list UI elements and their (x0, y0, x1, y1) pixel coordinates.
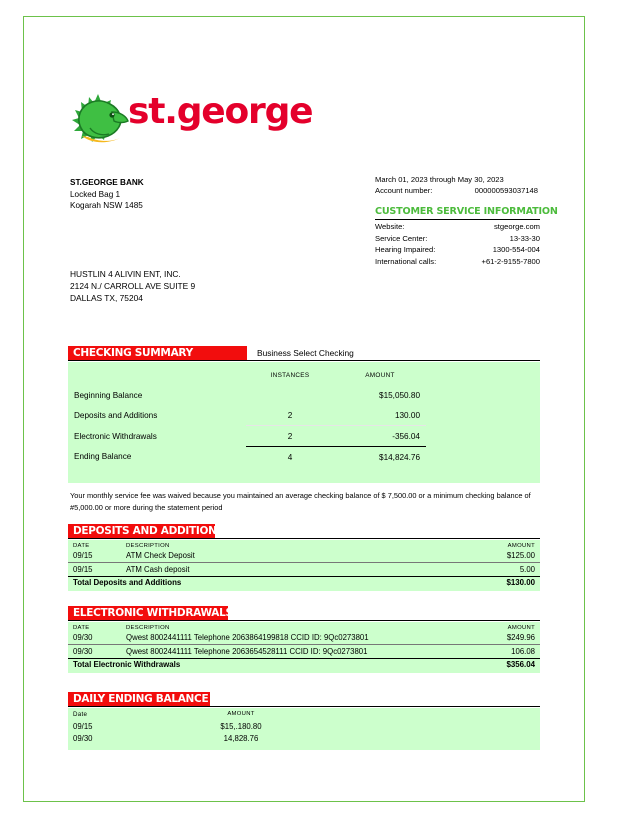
csi-value: +61-2-9155-7800 (481, 256, 540, 266)
deposits-total-row (68, 576, 540, 591)
deposits-row-date: 09/15 (68, 550, 121, 563)
withdrawals-row-date: 09/30 (73, 646, 93, 656)
table-row (68, 385, 540, 405)
account-type-label: Business Select Checking (257, 348, 354, 358)
bank-address-line-2: Locked Bag 1 (70, 189, 121, 199)
cs-row-label: Deposits and Additions (74, 410, 158, 420)
csi-label: Service Center: (375, 233, 428, 243)
table-row (68, 720, 540, 733)
daily-balance-section (68, 692, 540, 750)
checking-summary-table (68, 362, 540, 467)
cs-pad-header (426, 362, 540, 385)
statement-period: March 01, 2023 through May 30, 2023 (375, 175, 504, 184)
table-row (68, 405, 540, 426)
service-fee-note: Your monthly service fee was waived because you maintained an average checking balance of $ 7,500.00 or a minimum checking balance of #5,000.00 or more during the statement period (70, 491, 531, 512)
deposits-total-label: Total Deposits and Additions (68, 576, 465, 591)
deposits-body (68, 540, 540, 591)
checking-summary-body (68, 362, 540, 483)
deposits-title: DEPOSITS AND ADDITIONS (68, 524, 215, 538)
account-number-label: Account number: (375, 186, 433, 195)
checking-summary-title: CHECKING SUMMARY (68, 346, 247, 360)
csi-value: 1300-554-004 (492, 245, 540, 255)
statement-meta (375, 174, 540, 196)
checking-summary-section (68, 346, 540, 483)
daily-balance-table (68, 708, 540, 745)
csi-value: stgeorge.com (493, 222, 540, 232)
deposits-header (68, 524, 540, 538)
cs-row-amount: $14,824.76 (379, 452, 420, 462)
cs-row-pad (426, 385, 540, 405)
cs-row-label: Ending Balance (74, 452, 132, 462)
withdrawals-body (68, 622, 540, 673)
table-row (68, 447, 540, 468)
withdrawals-total-label: Total Electronic Withdrawals (68, 658, 465, 673)
withdrawals-date-header: DATE (73, 625, 90, 631)
customer-address-line-3: DALLAS TX, 75204 (70, 293, 143, 304)
cs-row-amount: -356.04 (334, 426, 426, 447)
deposits-row-amount: 5.00 (519, 564, 535, 574)
daily-balance-amount-header: AMOUNT (227, 711, 255, 717)
table-row (68, 733, 540, 746)
csi-label: Hearing Impaired: (375, 245, 436, 255)
customer-service-title: CUSTOMER SERVICE INFORMATION (375, 206, 558, 217)
cs-row-label: Beginning Balance (74, 390, 143, 400)
withdrawals-header (68, 606, 540, 620)
deposits-section (68, 524, 540, 591)
withdrawals-table (68, 622, 540, 673)
cs-row-instances: 2 (246, 426, 334, 447)
cs-row-pad (426, 447, 540, 468)
daily-balance-body (68, 708, 540, 750)
cs-row-instances: 2 (246, 405, 334, 426)
cs-row-label: Electronic Withdrawals (74, 431, 157, 441)
cs-row-amount: 130.00 (334, 405, 426, 426)
withdrawals-underline (68, 620, 540, 621)
daily-balance-row-pad (361, 720, 540, 733)
deposits-row-date: 09/15 (73, 564, 93, 574)
withdrawals-row-description: Qwest 8002441111 Telephone 2063864199818 CCID ID: 9Qc0273801 (121, 632, 465, 645)
table-row (375, 245, 540, 256)
cs-amount-header: AMOUNT (365, 372, 395, 379)
customer-address-line-2: 2124 N./ CARROLL AVE SUITE 9 (70, 281, 196, 292)
checking-summary-underline (68, 360, 540, 361)
table-row (68, 550, 540, 563)
table-header-row (68, 622, 540, 632)
daily-balance-underline (68, 706, 540, 707)
cs-instances-header: INSTANCES (270, 372, 310, 379)
withdrawals-section (68, 606, 540, 673)
deposits-description-header: DESCRIPTION (126, 543, 170, 549)
account-number-row (375, 185, 540, 196)
cs-blank-header (68, 362, 246, 385)
withdrawals-description-header: DESCRIPTION (126, 625, 170, 631)
logo-wordmark: st.george (128, 91, 313, 132)
deposits-total-amount: $130.00 (465, 576, 540, 591)
withdrawals-row-date: 09/30 (68, 632, 121, 645)
table-row (68, 426, 540, 447)
daily-balance-title: DAILY ENDING BALANCE (68, 692, 210, 706)
table-row (68, 563, 540, 576)
table-row (68, 632, 540, 645)
bank-address-line-3: Kogarah NSW 1485 (70, 201, 143, 211)
csi-label: International calls: (375, 256, 437, 266)
table-header-row (68, 540, 540, 550)
daily-balance-row-amount: $15,.180.80 (220, 721, 262, 731)
deposits-row-description: ATM Check Deposit (121, 550, 465, 563)
cs-row-pad (426, 405, 540, 426)
deposits-table (68, 540, 540, 591)
daily-balance-date-header: Date (73, 711, 88, 718)
dragon-head-icon (68, 88, 132, 146)
deposits-underline (68, 538, 540, 539)
brand-logo (68, 88, 313, 146)
deposits-row-amount: $125.00 (465, 550, 540, 563)
daily-balance-row-date: 09/30 (73, 734, 93, 744)
daily-balance-pad-header (361, 708, 540, 720)
withdrawals-row-description: Qwest 8002441111 Telephone 2063654528111 CCID ID: 9Qc0273801 (126, 646, 368, 656)
deposits-amount-header: AMOUNT (507, 543, 535, 549)
table-row (375, 233, 540, 244)
withdrawals-amount-header: AMOUNT (507, 625, 535, 631)
customer-service-information (375, 205, 558, 268)
table-header-row (68, 362, 540, 385)
cs-row-instances (246, 385, 334, 405)
withdrawals-row-amount: 106.08 (511, 646, 535, 656)
cs-row-instances: 4 (287, 452, 293, 462)
customer-address-line-1: HUSTLIN 4 ALIVIN ENT, INC. (70, 269, 181, 279)
cs-row-pad (426, 426, 540, 447)
table-row (375, 256, 540, 267)
csi-label: Website: (375, 222, 405, 232)
withdrawals-total-amount: $356.04 (465, 658, 540, 673)
account-number-value: 000000593037148 (474, 186, 538, 195)
customer-address (70, 268, 195, 305)
customer-service-divider (375, 219, 540, 220)
deposits-date-header: DATE (73, 543, 90, 549)
daily-balance-row-date: 09/15 (73, 721, 93, 731)
withdrawals-title: ELECTRONIC WITHDRAWALS (68, 606, 228, 620)
csi-value: 13-33-30 (509, 233, 540, 243)
withdrawals-total-row (68, 658, 540, 673)
table-header-row (68, 708, 540, 720)
daily-balance-row-pad (361, 733, 540, 746)
withdrawals-row-amount: $249.96 (465, 632, 540, 645)
cs-row-amount: $15,050.80 (379, 390, 420, 400)
daily-balance-row-amount: 14,828.76 (223, 734, 259, 744)
deposits-row-description: ATM Cash deposit (126, 564, 190, 574)
table-row (375, 222, 540, 233)
daily-balance-header (68, 692, 540, 706)
checking-summary-header (68, 346, 540, 360)
bank-address (70, 177, 144, 212)
table-row (68, 645, 540, 658)
bank-address-line-1: ST.GEORGE BANK (70, 178, 144, 187)
customer-service-table (375, 222, 540, 268)
